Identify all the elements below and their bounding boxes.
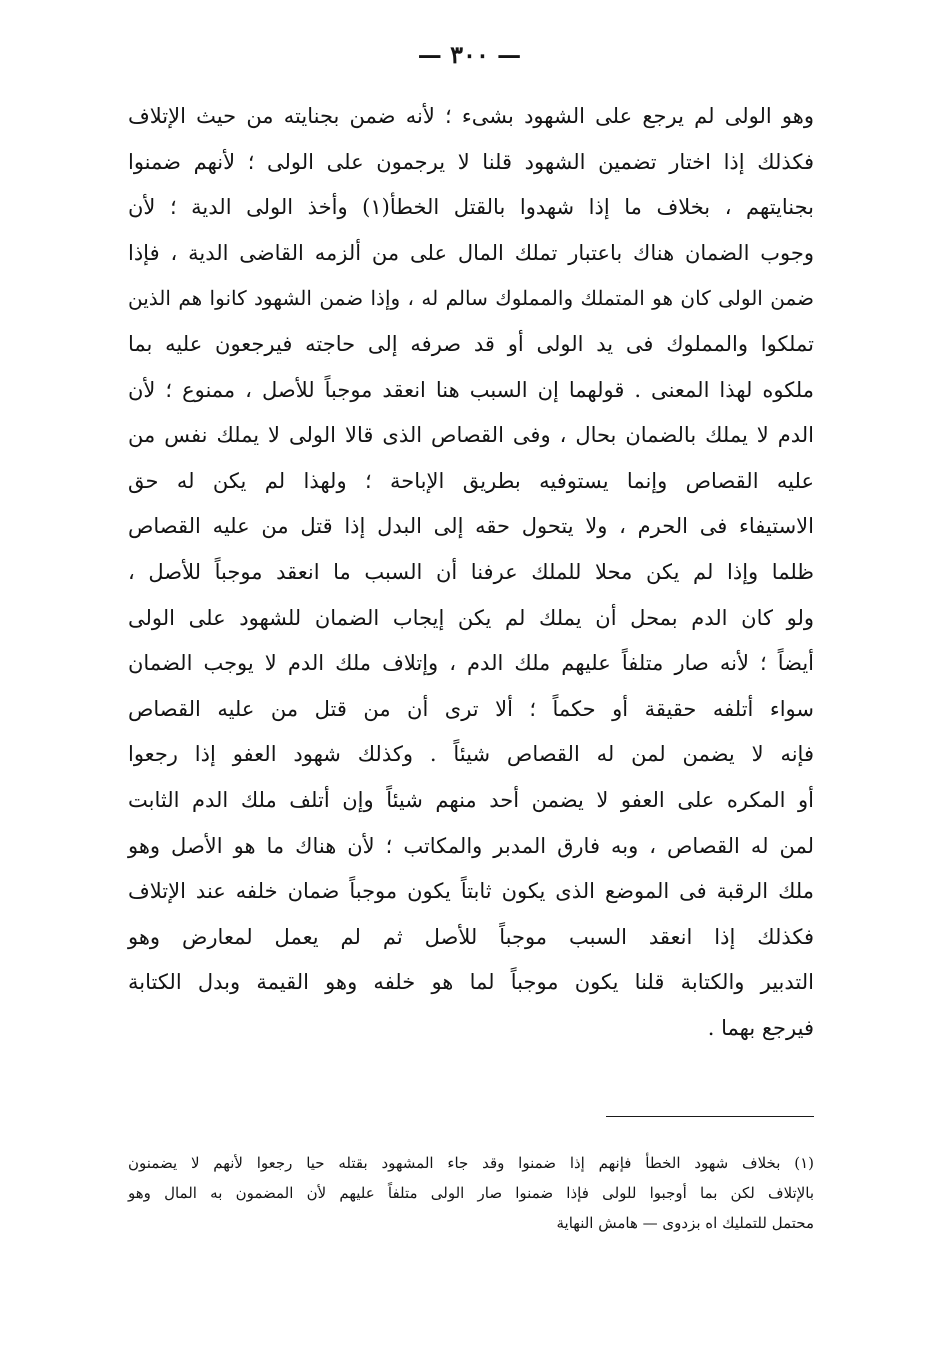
text-line: عليه القصاص وإنما يستوفيه بطريق الإباحة ؛ ولهذا لم يكن له حق	[128, 468, 814, 493]
text-line: أيضاً ؛ لأنه صار متلفاً عليهم ملك الدم ، وإتلاف ملك الدم لا يوجب الضمان	[128, 651, 814, 676]
footnote-line: محتمل للتمليك اه بزدوى — هامش النهاية	[556, 1214, 814, 1232]
footnote-line: (١) بخلاف شهود الخطأ فإنهم إذا ضمنوا وقد جاء المشهود بقتله حيا رجعوا لأنهم لا يضمنون	[128, 1154, 814, 1172]
text-line: ظلما وإذا لم يكن محلا للملك عرفنا أن السبب ما انعقد موجباً للأصل ،	[128, 559, 814, 584]
text-line: فإنه لا يضمن لمن له القصاص شيئاً . وكذلك شهود العفو إذا رجعوا	[128, 742, 814, 767]
footnote-line: بالإتلاف لكن بما أوجبوا للولى فإذا ضمنوا صار الولى متلفاً عليهم لأن المضمون به المال وهو	[128, 1184, 814, 1202]
footnote-separator	[606, 1116, 814, 1117]
text-line: تملكوا والمملوك فى يد الولى أو قد صرفه إلى حاجته فيرجعون عليه بما	[128, 331, 814, 356]
text-line: وجوب الضمان هناك باعتبار تملك المال على من ألزمه القاضى الدية ، فإذا	[128, 240, 814, 265]
text-line: ضمن الولى كان هو المتملك والمملوك سالم له ، وإذا ضمن الشهود كانوا هم الذين	[128, 286, 814, 311]
body-text	[128, 94, 814, 1051]
page-number: — ٣٠٠ —	[417, 40, 522, 69]
text-line: فكذلك إذا انعقد السبب موجباً للأصل ثم لم يعمل لمعارض وهو	[128, 924, 814, 949]
footnotes	[128, 1148, 814, 1238]
text-line: لمن له القصاص ، وبه فارق المدبر والمكاتب ؛ لأن هناك ما هو الأصل وهو	[128, 833, 814, 858]
text-line: وهو الولى لم يرجع على الشهود بشىء ؛ لأنه ضمن بجنايته من حيث الإتلاف	[128, 104, 814, 128]
text-line: أو المكره على العفو لا يضمن أحد منهم شيئاً وإن أتلف ملك الدم الثابت	[128, 787, 814, 812]
text-line: ملكوه لهذا المعنى . قولهما إن السبب هنا انعقد موجباً للأصل ، ممنوع ؛ لأن	[128, 377, 814, 402]
text-line: فيرجع بهما .	[707, 1015, 814, 1040]
text-line: سواء أتلفه حقيقة أو حكماً ؛ ألا ترى أن من قتل من عليه القصاص	[128, 696, 814, 721]
text-line: ملك الرقبة فى الموضع الذى يكون ثابتاً يكون موجباً ضمان خلفه عند الإتلاف	[128, 879, 814, 904]
text-line: فكذلك إذا اختار تضمين الشهود قلنا لا يرجمون على الولى ؛ لأنهم ضمنوا	[128, 149, 814, 174]
text-line: ولو كان الدم بمحل أن يملك لم يكن إيجاب الضمان للشهود على الولى	[128, 605, 814, 630]
text-line: الدم لا يملك بالضمان بحال ، وفى القصاص الذى قالا الولى لا يملك نفس من	[128, 423, 814, 448]
text-line: الاستيفاء فى الحرم ، ولا يتحول حقه إلى البدل إذا قتل من عليه القصاص	[128, 514, 814, 539]
text-line: التدبير والكتابة قلنا يكون موجباً لما هو خلفه وهو القيمة وبدل الكتابة	[128, 970, 814, 995]
text-line: بجنايتهم ، بخلاف ما إذا شهدوا بالقتل الخطأ(١) وأخذ الولى الدية ؛ لأن	[128, 195, 815, 220]
